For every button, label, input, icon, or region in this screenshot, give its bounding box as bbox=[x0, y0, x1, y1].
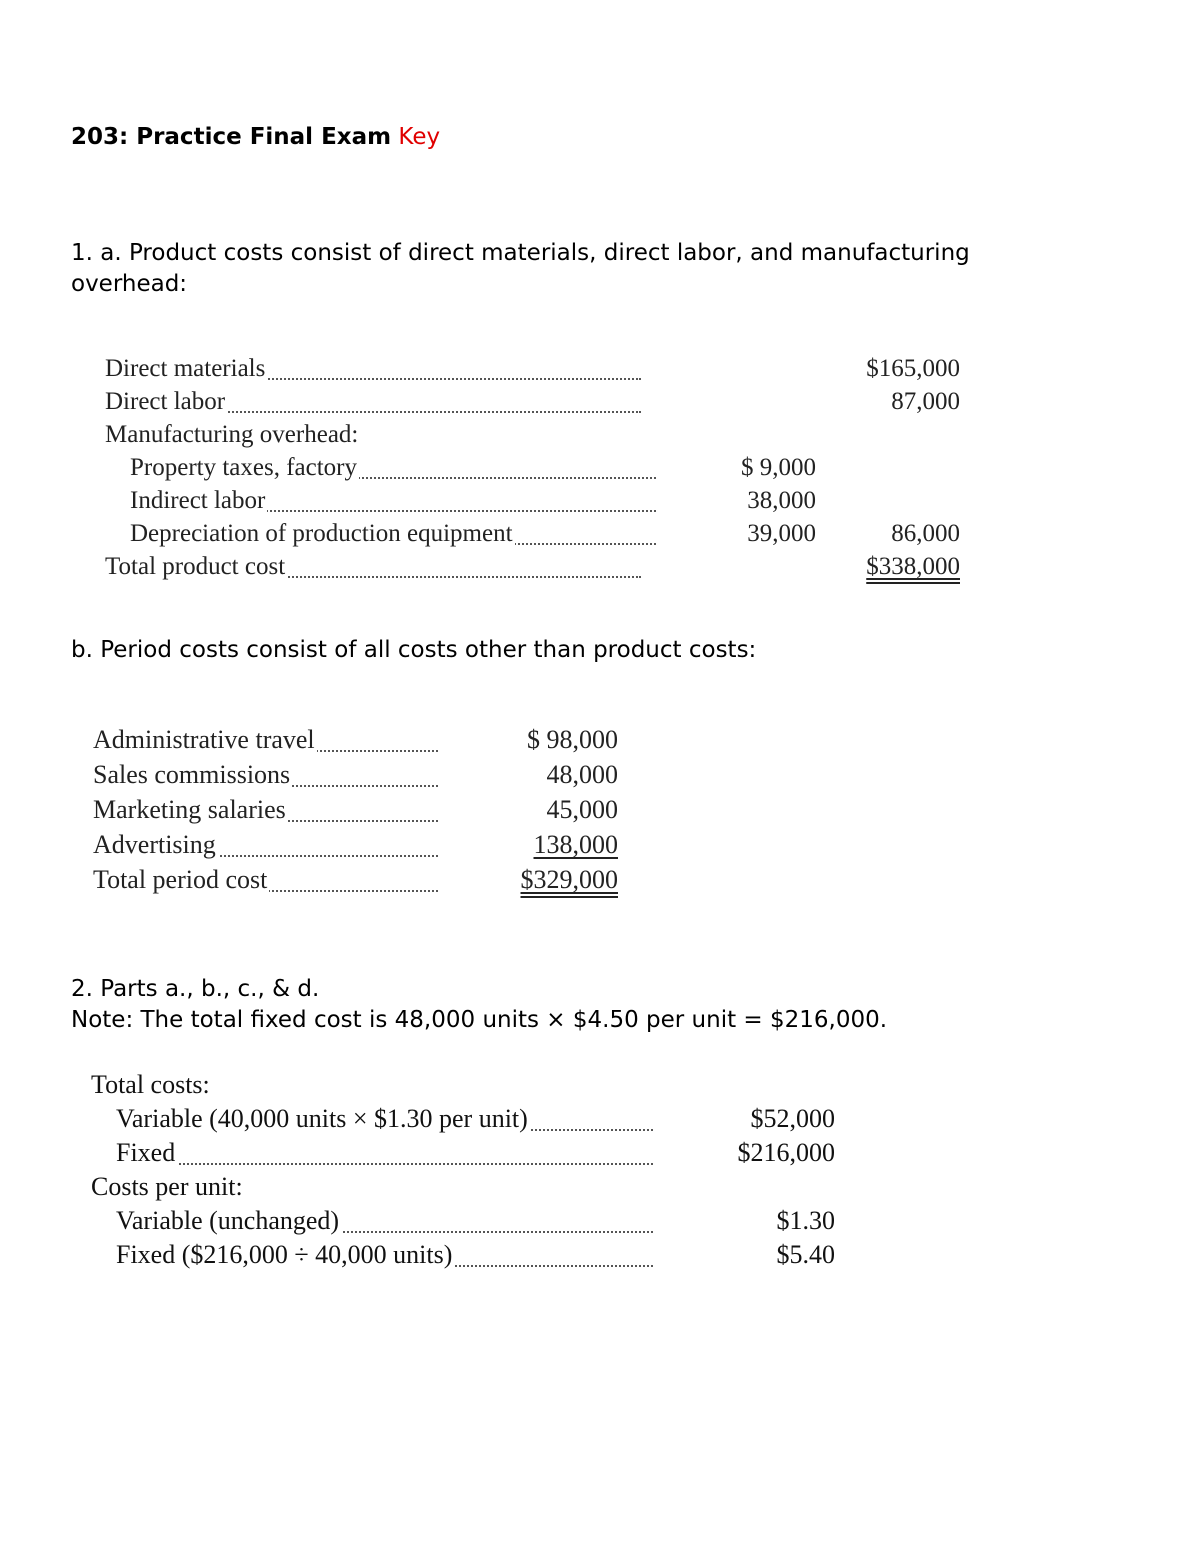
q2-heading: 2. Parts a., b., c., & d. bbox=[71, 976, 320, 1002]
row-label: Direct materials bbox=[105, 355, 266, 382]
row-col2: 86,000 bbox=[891, 520, 960, 547]
q1a-text-line1: 1. a. Product costs consist of direct materials, direct labor, and manufacturing bbox=[71, 240, 970, 266]
row-value: 45,000 bbox=[546, 795, 618, 824]
row-value: $1.30 bbox=[776, 1206, 835, 1235]
q1a-text-line2: overhead: bbox=[71, 271, 188, 297]
row-value: $216,000 bbox=[737, 1138, 835, 1167]
q1a-text bbox=[71, 238, 970, 300]
row-col1: 38,000 bbox=[747, 487, 816, 514]
row-label: Administrative travel bbox=[93, 725, 315, 754]
row-label: Fixed ($216,000 ÷ 40,000 units) bbox=[116, 1240, 453, 1269]
row-col1: 39,000 bbox=[747, 520, 816, 547]
row-label: Advertising bbox=[93, 830, 216, 859]
q2-note: Note: The total fixed cost is 48,000 units × $4.50 per unit = $216,000. bbox=[71, 1007, 888, 1033]
row-label: Total costs: bbox=[91, 1070, 210, 1099]
title-key: Key bbox=[398, 124, 441, 150]
row-label: Variable (unchanged) bbox=[116, 1206, 340, 1235]
row-col2: $338,000 bbox=[866, 553, 960, 580]
page-title bbox=[71, 124, 440, 150]
row-value: 138,000 bbox=[533, 830, 618, 859]
row-label: Indirect labor bbox=[130, 487, 266, 514]
row-label: Total period cost bbox=[93, 865, 268, 894]
row-col1: $ 9,000 bbox=[741, 454, 816, 481]
q1b-text: b. Period costs consist of all costs other than product costs: bbox=[71, 637, 757, 663]
row-label: Costs per unit: bbox=[91, 1172, 243, 1201]
row-col2: $165,000 bbox=[866, 355, 960, 382]
q2-text bbox=[71, 974, 887, 1036]
row-label: Manufacturing overhead: bbox=[105, 421, 359, 448]
row-label: Variable (40,000 units × $1.30 per unit) bbox=[116, 1104, 528, 1133]
row-label: Property taxes, factory bbox=[130, 454, 358, 481]
row-label: Sales commissions bbox=[93, 760, 291, 789]
row-label: Depreciation of production equipment bbox=[130, 520, 513, 547]
row-label: Total product cost bbox=[105, 553, 286, 580]
row-label: Fixed bbox=[116, 1138, 176, 1167]
row-label: Direct labor bbox=[105, 388, 226, 415]
row-value: $5.40 bbox=[776, 1240, 835, 1269]
row-value: $ 98,000 bbox=[527, 725, 618, 754]
row-col2: 87,000 bbox=[891, 388, 960, 415]
title-main: 203: Practice Final Exam bbox=[71, 124, 392, 150]
row-value: 48,000 bbox=[546, 760, 618, 789]
row-value: $329,000 bbox=[520, 865, 618, 894]
row-value: $52,000 bbox=[750, 1104, 835, 1133]
row-label: Marketing salaries bbox=[93, 795, 286, 824]
